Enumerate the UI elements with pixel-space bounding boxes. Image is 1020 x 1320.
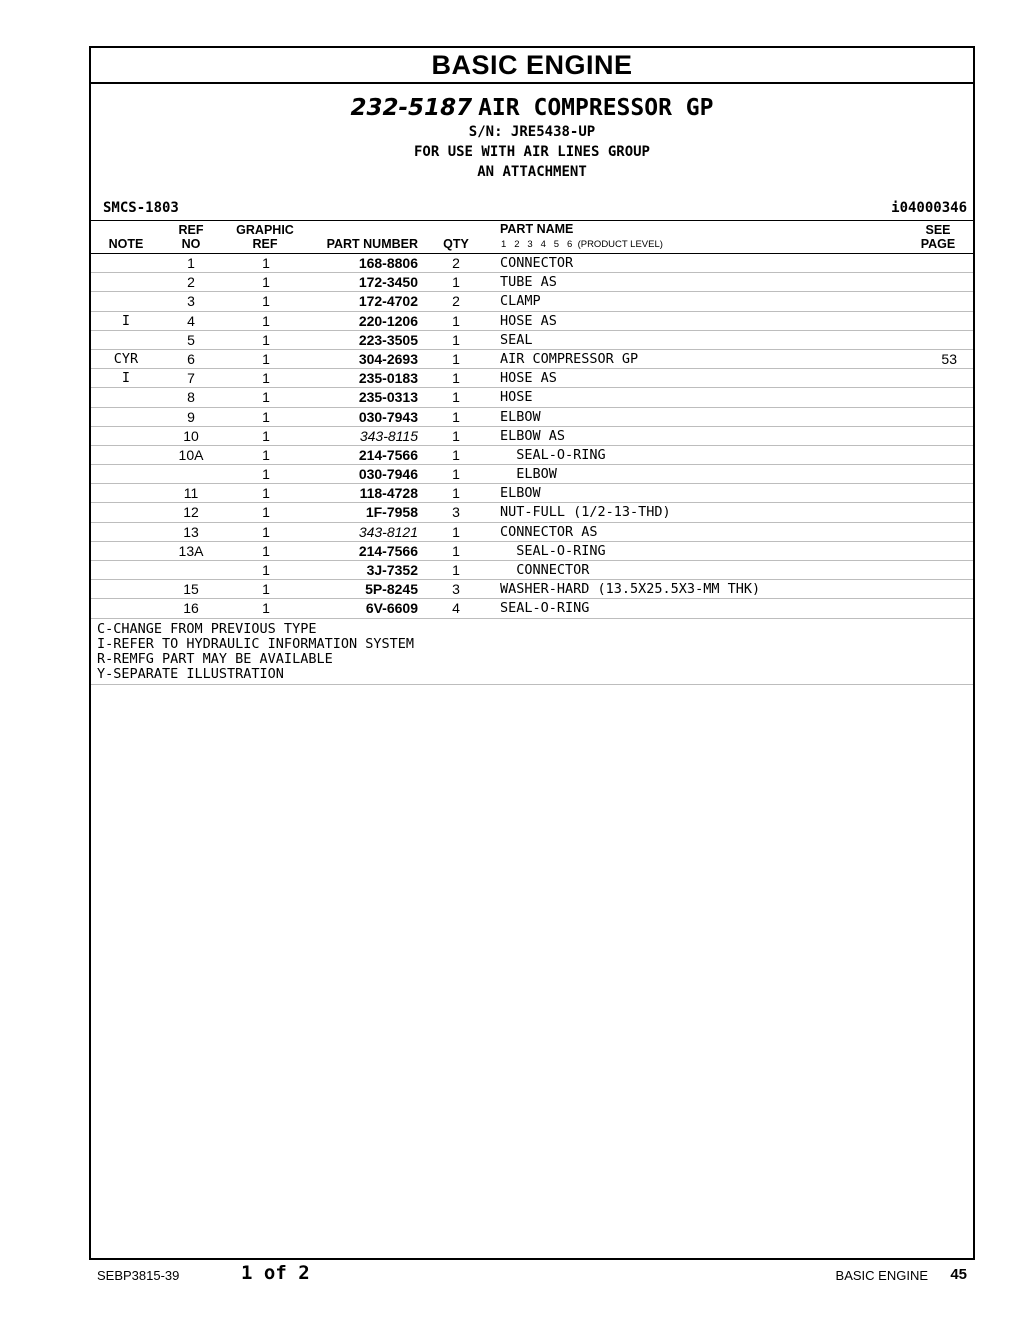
part-number-link[interactable]: 118-4728 <box>359 485 418 502</box>
part-number-link[interactable]: 030-7946 <box>358 466 418 483</box>
table-row <box>91 292 973 311</box>
table-row <box>91 273 973 292</box>
group-header <box>91 94 973 221</box>
qty-cell: 1 <box>452 427 460 444</box>
part-number-link[interactable]: 030-7943 <box>358 408 418 425</box>
note-cell: I <box>121 370 131 387</box>
graphic-ref-cell: 1 <box>262 293 270 310</box>
part-name-cell: WASHER-HARD (13.5X25.5X3-MM THK) <box>500 581 761 598</box>
note-line: C-CHANGE FROM PREVIOUS TYPE <box>97 620 317 637</box>
part-number-link[interactable]: 5P-8245 <box>365 581 418 598</box>
graphic-ref-cell: 1 <box>262 274 270 291</box>
ref-no-cell: 16 <box>183 600 199 617</box>
footer-section: BASIC ENGINE <box>835 1268 928 1283</box>
graphic-ref-cell: 1 <box>262 504 270 521</box>
illustration-id: i04000346 <box>891 200 967 216</box>
part-name-cell: CLAMP <box>500 293 541 310</box>
note-cell: I <box>121 312 131 329</box>
ref-no-cell: 15 <box>183 581 199 598</box>
part-name-cell: ELBOW <box>500 466 557 483</box>
parts-list-frame <box>89 46 975 1260</box>
graphic-ref-cell: 1 <box>262 466 270 483</box>
group-part-number[interactable]: 232-5187 <box>350 95 473 121</box>
group-title <box>91 94 973 122</box>
note-line: Y-SEPARATE ILLUSTRATION <box>97 665 284 682</box>
qty-cell: 1 <box>452 350 460 367</box>
column-headers <box>91 221 973 254</box>
ref-no-cell: 10A <box>178 446 204 463</box>
table-row <box>91 427 973 446</box>
graphic-ref-cell: 1 <box>262 312 270 329</box>
smcs-code: SMCS-1803 <box>103 200 179 216</box>
part-name-cell: NUT-FULL (1/2-13-THD) <box>500 504 671 521</box>
qty-cell: 1 <box>452 274 460 291</box>
ref-no-cell: 9 <box>187 408 195 425</box>
part-number-link[interactable]: 235-0313 <box>358 389 418 406</box>
part-number-link[interactable]: 343-8121 <box>358 523 418 540</box>
col-qty: QTY <box>443 237 469 251</box>
part-number-link[interactable]: 214-7566 <box>358 542 418 559</box>
part-name-cell: ELBOW <box>500 408 541 425</box>
part-name-cell: ELBOW <box>500 485 541 502</box>
table-row <box>91 331 973 350</box>
graphic-ref-cell: 1 <box>262 427 270 444</box>
qty-cell: 1 <box>452 542 460 559</box>
table-row <box>91 599 973 618</box>
col-graphic-bottom: REF <box>252 237 278 251</box>
part-name-cell: HOSE AS <box>500 370 557 387</box>
graphic-ref-cell: 1 <box>262 370 270 387</box>
part-name-cell: CONNECTOR <box>500 255 574 271</box>
serial-number: S/N: JRE5438-UP <box>468 124 596 140</box>
table-row <box>91 388 973 407</box>
col-part-number: PART NUMBER <box>326 237 418 251</box>
col-product-level: 1 2 3 4 5 6 (PRODUCT LEVEL) <box>501 239 663 250</box>
col-part-name: PART NAME <box>500 222 574 236</box>
col-graphic-top: GRAPHIC <box>236 223 294 237</box>
qty-cell: 3 <box>452 504 460 521</box>
see-page-link[interactable]: 53 <box>941 350 957 367</box>
part-name-cell: SEAL-O-RING <box>500 542 606 559</box>
part-name-cell: ELBOW AS <box>500 427 566 444</box>
document-id: SEBP3815-39 <box>97 1268 180 1283</box>
ref-no-cell: 12 <box>183 504 199 521</box>
part-number-link[interactable]: 235-0183 <box>358 370 418 387</box>
part-number-link[interactable]: 1F-7958 <box>365 504 418 521</box>
graphic-ref-cell: 1 <box>262 600 270 617</box>
ref-no-cell: 13 <box>183 523 199 540</box>
ref-no-cell: 7 <box>187 370 195 387</box>
ref-no-cell: 13A <box>178 542 204 559</box>
ref-no-cell: 6 <box>187 350 195 367</box>
parts-table-body <box>91 254 973 619</box>
graphic-ref-cell: 1 <box>262 523 270 540</box>
table-row <box>91 561 973 580</box>
table-row <box>91 523 973 542</box>
graphic-ref-cell: 1 <box>262 485 270 502</box>
graphic-ref-cell: 1 <box>262 255 270 271</box>
group-name: AIR COMPRESSOR GP <box>478 95 714 121</box>
graphic-ref-cell: 1 <box>262 331 270 348</box>
part-name-cell: SEAL-O-RING <box>500 446 606 463</box>
qty-cell: 1 <box>452 523 460 540</box>
ref-no-cell: 11 <box>183 485 199 502</box>
table-row <box>91 542 973 561</box>
table-row <box>91 312 973 331</box>
ref-no-cell: 2 <box>187 274 195 291</box>
part-number-link[interactable]: 6V-6609 <box>365 600 418 617</box>
page-of: 1 of 2 <box>241 1262 310 1284</box>
part-name-cell: HOSE <box>500 389 533 406</box>
qty-cell: 1 <box>452 331 460 348</box>
usage-line-2: AN ATTACHMENT <box>477 164 587 180</box>
table-row <box>91 484 973 503</box>
usage-line-1: FOR USE WITH AIR LINES GROUP <box>413 144 650 160</box>
graphic-ref-cell: 1 <box>262 408 270 425</box>
part-name-cell: AIR COMPRESSOR GP <box>500 350 639 367</box>
col-see-top: SEE <box>925 223 951 237</box>
qty-cell: 1 <box>452 312 460 329</box>
graphic-ref-cell: 1 <box>262 446 270 463</box>
part-number-link[interactable]: 304-2693 <box>358 350 418 367</box>
table-row <box>91 446 973 465</box>
part-name-cell: SEAL <box>500 331 533 348</box>
qty-cell: 1 <box>452 370 460 387</box>
graphic-ref-cell: 1 <box>262 542 270 559</box>
graphic-ref-cell: 1 <box>262 562 270 578</box>
page-number: 45 <box>950 1266 967 1283</box>
qty-cell: 4 <box>452 600 460 617</box>
qty-cell: 2 <box>452 255 460 271</box>
qty-cell: 1 <box>452 466 460 483</box>
table-row <box>91 465 973 484</box>
notes-legend <box>91 619 973 685</box>
part-name-cell: CONNECTOR <box>500 562 590 578</box>
ref-no-cell: 3 <box>187 293 195 310</box>
part-name-cell: HOSE AS <box>500 312 557 329</box>
table-row <box>91 350 973 369</box>
qty-cell: 1 <box>452 562 460 578</box>
ref-no-cell: 4 <box>187 312 195 329</box>
part-number-link[interactable]: 223-3505 <box>358 331 418 348</box>
page-footer <box>0 1262 1020 1292</box>
table-row <box>91 369 973 388</box>
col-see-bottom: PAGE <box>920 237 956 251</box>
part-number-link[interactable]: 172-3450 <box>358 274 418 291</box>
part-number-link[interactable]: 168-8806 <box>358 255 418 271</box>
col-ref-bottom: NO <box>181 237 201 251</box>
table-row <box>91 503 973 522</box>
graphic-ref-cell: 1 <box>262 350 270 367</box>
part-number-link[interactable]: 3J-7352 <box>366 562 418 578</box>
section-title: BASIC ENGINE <box>91 48 973 84</box>
graphic-ref-cell: 1 <box>262 389 270 406</box>
qty-cell: 1 <box>452 446 460 463</box>
ref-no-cell: 10 <box>183 427 199 444</box>
ref-no-cell: 1 <box>187 255 195 271</box>
qty-cell: 1 <box>452 408 460 425</box>
note-cell: CYR <box>113 350 139 367</box>
part-number-link[interactable]: 172-4702 <box>358 293 418 310</box>
col-ref-top: REF <box>178 223 204 237</box>
note-line: R-REMFG PART MAY BE AVAILABLE <box>97 650 333 667</box>
qty-cell: 1 <box>452 389 460 406</box>
qty-cell: 1 <box>452 485 460 502</box>
table-row <box>91 580 973 599</box>
part-number-link[interactable]: 214-7566 <box>358 446 418 463</box>
part-name-cell: TUBE AS <box>500 274 557 291</box>
ref-no-cell: 8 <box>187 389 195 406</box>
graphic-ref-cell: 1 <box>262 581 270 598</box>
part-name-cell: SEAL-O-RING <box>500 600 590 617</box>
qty-cell: 2 <box>452 293 460 310</box>
qty-cell: 3 <box>452 581 460 598</box>
part-number-link[interactable]: 343-8115 <box>359 427 418 444</box>
part-name-cell: CONNECTOR AS <box>500 523 598 540</box>
table-row <box>91 408 973 427</box>
table-row <box>91 254 973 273</box>
ref-no-cell: 5 <box>187 331 195 348</box>
part-number-link[interactable]: 220-1206 <box>358 312 418 329</box>
col-note: NOTE <box>108 237 144 251</box>
note-line: I-REFER TO HYDRAULIC INFORMATION SYSTEM <box>97 635 414 652</box>
